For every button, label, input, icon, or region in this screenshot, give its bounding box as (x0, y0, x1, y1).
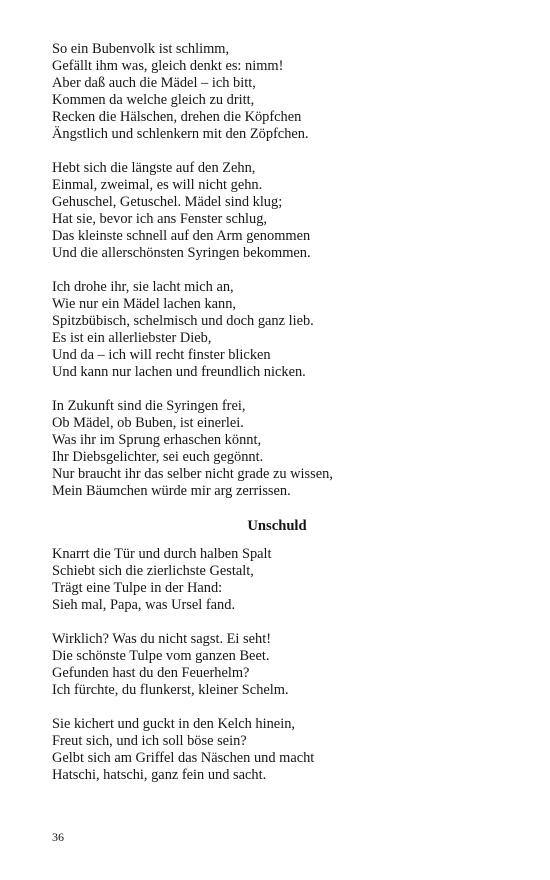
verse-line: Ich drohe ihr, sie lacht mich an, (52, 279, 234, 295)
verse-line: Sie kichert und guckt in den Kelch hinein, (52, 716, 295, 732)
verse-line: Das kleinste schnell auf den Arm genommen (52, 228, 311, 244)
verse-line: Gehuschel, Getuschel. Mädel sind klug; (52, 194, 283, 210)
verse-line: Gefunden hast du den Feuerhelm? (52, 665, 250, 681)
verse-line: Sieh mal, Papa, was Ursel fand. (52, 597, 236, 613)
verse-line: Was ihr im Sprung erhaschen könnt, (52, 432, 262, 448)
verse-line: In Zukunft sind die Syringen frei, (52, 398, 246, 414)
verse-line: Kommen da welche gleich zu dritt, (52, 92, 255, 108)
verse-line: Aber daß auch die Mädel – ich bitt, (52, 75, 256, 91)
verse-line: Und kann nur lachen und freundlich nicken. (52, 364, 306, 380)
verse-line: Hat sie, bevor ich ans Fenster schlug, (52, 211, 268, 227)
verse-line: So ein Bubenvolk ist schlimm, (52, 41, 230, 57)
verse-line: Und da – ich will recht finster blicken (52, 347, 271, 363)
stanza-4 (52, 398, 502, 500)
verse-line: Einmal, zweimal, es will nicht gehn. (52, 177, 263, 193)
stanza-2 (52, 160, 502, 262)
verse-line: Mein Bäumchen würde mir arg zerrissen. (52, 483, 291, 499)
verse-line: Es ist ein allerliebster Dieb, (52, 330, 212, 346)
verse-line: Hatschi, hatschi, ganz fein und sacht. (52, 767, 267, 783)
verse-line: Ängstlich und schlenkern mit den Zöpfchen. (52, 126, 309, 142)
verse-line: Wirklich? Was du nicht sagst. Ei seht! (52, 631, 272, 647)
verse-line: Knarrt die Tür und durch halben Spalt (52, 546, 272, 562)
verse-line: Ob Mädel, ob Buben, ist einerlei. (52, 415, 244, 431)
poem-continued (52, 41, 502, 500)
verse-line: Freut sich, und ich soll böse sein? (52, 733, 247, 749)
stanza-3 (52, 716, 502, 784)
stanza-2 (52, 631, 502, 699)
verse-line: Gelbt sich am Griffel das Näschen und macht (52, 750, 315, 766)
verse-line: Ihr Diebsgelichter, sei euch gegönnt. (52, 449, 264, 465)
verse-line: Wie nur ein Mädel lachen kann, (52, 296, 237, 312)
verse-line: Gefällt ihm was, gleich denkt es: nimm! (52, 58, 284, 74)
verse-line: Spitzbübisch, schelmisch und doch ganz lieb. (52, 313, 314, 329)
verse-line: Nur braucht ihr das selber nicht grade zu wissen, (52, 466, 333, 482)
poem-title: Unschuld (247, 518, 307, 534)
verse-line: Trägt eine Tulpe in der Hand: (52, 580, 223, 596)
stanza-3 (52, 279, 502, 381)
poem-unschuld (52, 546, 502, 784)
verse-line: Ich fürchte, du flunkerst, kleiner Schelm. (52, 682, 289, 698)
verse-line: Schiebt sich die zierlichste Gestalt, (52, 563, 254, 579)
page-number: 36 (52, 830, 64, 844)
stanza-1 (52, 546, 502, 614)
verse-line: Die schönste Tulpe vom ganzen Beet. (52, 648, 270, 664)
stanza-1 (52, 41, 502, 143)
verse-line: Hebt sich die längste auf den Zehn, (52, 160, 256, 176)
verse-line: Und die allerschönsten Syringen bekommen. (52, 245, 311, 261)
verse-line: Recken die Hälschen, drehen die Köpfchen (52, 109, 302, 125)
